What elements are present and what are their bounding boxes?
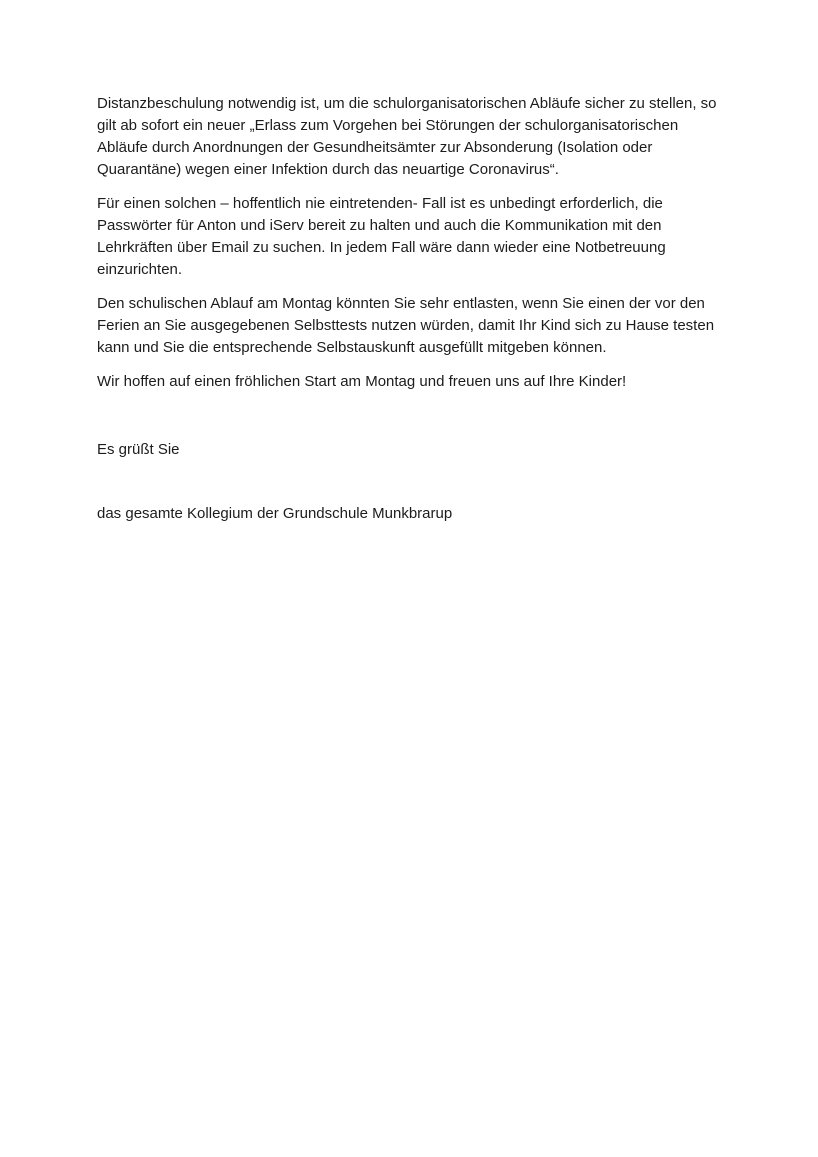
signature-line: das gesamte Kollegium der Grundschule Munkbrarup <box>97 505 453 522</box>
paragraph-selbsttests: Den schulischen Ablauf am Montag könnten Sie sehr entlasten, wenn Sie einen der vor den Ferien an Sie ausgegebenen Selbsttests nutzen würden, damit Ihr Kind sich zu Hause testen kann und Sie die entsprechende Selbstauskunft ausgefüllt mitgeben können. <box>97 295 719 356</box>
paragraph-passwoerter: Für einen solchen – hoffentlich nie eintretenden- Fall ist es unbedingt erforderlich, die Passwörter für Anton und iServ bereit zu halten und auch die Kommunikation mit den Lehrkräften über Email zu suchen. In jedem Fall wäre dann wieder eine Notbetreuung einzurichten. <box>97 195 670 278</box>
closing-salutation: Es grüßt Sie <box>97 441 180 458</box>
paragraph-wir-hoffen: Wir hoffen auf einen fröhlichen Start am Montag und freuen uns auf Ihre Kinder! <box>97 373 627 390</box>
paragraph-erlass: Distanzbeschulung notwendig ist, um die schulorganisatorischen Abläufe sicher zu stellen, so gilt ab sofort ein neuer „Erlass zum Vorgehen bei Störungen der schulorganisatorischen Abläufe durch Anordnungen der Gesundheitsämter zur Absonderung (Isolation oder Quarantäne) wegen einer Infektion durch das neuartige Coronavirus“. <box>97 95 721 178</box>
document-body <box>97 93 725 525</box>
